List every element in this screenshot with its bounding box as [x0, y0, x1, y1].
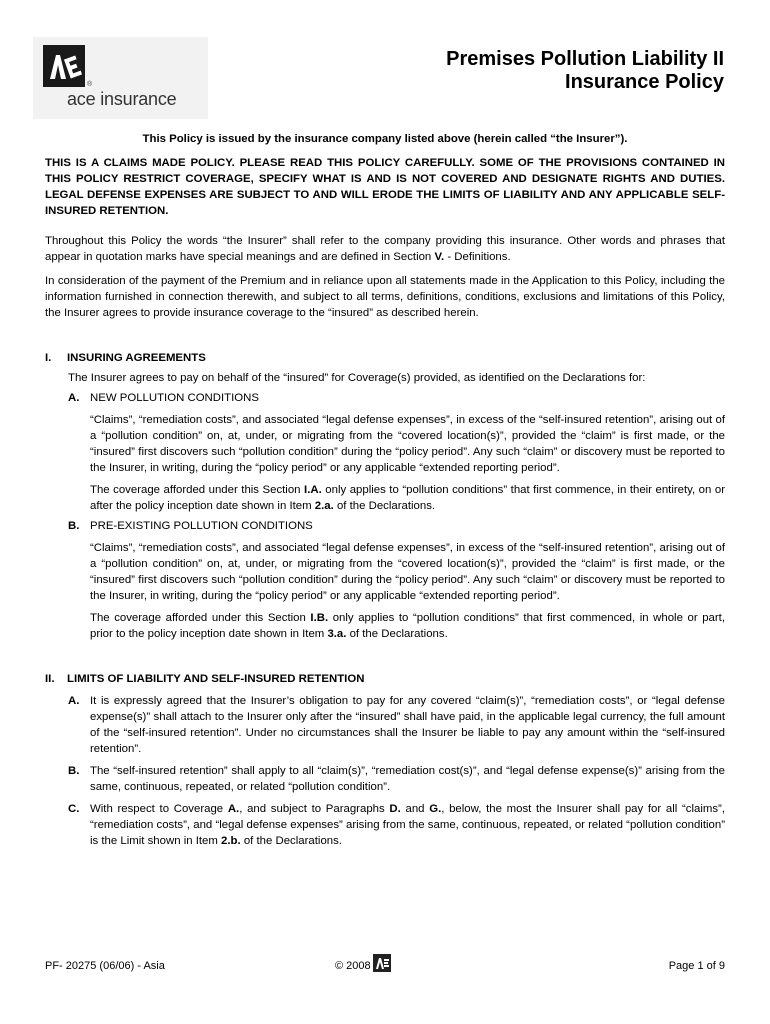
throughout-paragraph: Throughout this Policy the words “the Insurer” shall refer to the company providing this insurance. Other words and phrases that appear in quotation marks have special meanings and are defined in Section V. - Definitions. [45, 235, 725, 263]
form-number: PF- 20275 (06/06) - Asia [45, 960, 165, 972]
section-1a-paragraph-2: The coverage afforded under this Section I.A. only applies to “pollution conditions” that first commence, in their entirety, on or after the policy inception date shown in Item 2.a. of the Declarations. [90, 484, 725, 512]
section-1b-heading: B. PRE-EXISTING POLLUTION CONDITIONS [68, 520, 313, 532]
section-1b-paragraph-1: “Claims”, “remediation costs”, and associated “legal defense expenses”, in excess of the “self-insured retention”, arising out of a “pollution condition” on, at, under, or migrating from the “covered location(s)”, provided the “claim” is first made, or the “insured” first discovers such “pollution condition” during the “policy period”. Any such “claim” or discovery must be reported to the Insurer, in writing, during the “policy period” or any applicable “extended reporting period”. [90, 542, 725, 602]
registered-mark: ® [87, 81, 93, 88]
section-2b-item: B. The “self-insured retention” shall apply to all “claim(s)”, “remediation cost(s)”, and “legal defense expense(s)” arising from the same, continuous, repeated, or related “pollution condition”. [68, 765, 725, 793]
page-number: Page 1 of 9 [668, 960, 725, 972]
issued-statement: This Policy is issued by the insurance company listed above (herein called “the Insurer”). [142, 133, 628, 145]
ace-small-logo-icon [373, 954, 391, 972]
section-1a-paragraph-1: “Claims”, “remediation costs”, and associated “legal defense expenses”, in excess of the “self-insured retention”, arising out of a “pollution condition” on, at, under, or migrating from the “covered location(s)”, provided the “claim” is first made, or the “insured” first discovers such “pollution condition” during the “policy period”. Any such “claim” or discovery must be reported to the Insurer, in writing, during the “policy period” or any applicable “extended reporting period”. [90, 414, 725, 474]
section-1a-body [90, 412, 725, 514]
document-title [446, 48, 724, 94]
section-1-intro: The Insurer agrees to pay on behalf of the “insured” for Coverage(s) provided, as identified on the Declarations for: [68, 372, 646, 384]
title-line-2: Insurance Policy [565, 71, 724, 93]
section-1b-paragraph-2: The coverage afforded under this Section I.B. only applies to “pollution conditions” that first commenced, in whole or part, prior to the policy inception date shown in Item 3.a. of the Declarations. [90, 612, 725, 640]
section-2a-item: A. It is expressly agreed that the Insurer’s obligation to pay for any covered “claim(s)”, “remediation costs”, or “legal defense expense(s)” shall attach to the Insurer only after the “insured” shall have paid, in the applicable legal currency, the full amount of the “self-insured retention”. Under no circumstances shall the Insurer be liable to pay any amount within the “self-insured retention”. [68, 695, 725, 755]
section-2c-item: C. With respect to Coverage A., and subject to Paragraphs D. and G., below, the most the Insurer shall pay for all “claims”, “remediation costs”, and “legal defense expenses” arising from the same, continuous, repeated, or related “pollution condition” is the Limit shown in Item 2.b. of the Declarations. [68, 803, 725, 847]
logo-brand-text: ace insurance [67, 89, 177, 109]
claims-made-notice: THIS IS A CLAIMS MADE POLICY. PLEASE READ THIS POLICY CAREFULLY. SOME OF THE PROVISIONS CONTAINED IN THIS POLICY RESTRICT COVERAGE, SPECIFY WHAT IS AND IS NOT COVERED AND DESIGNATE RIGHTS AND DUTIES. LEGAL DEFENSE EXPENSES ARE SUBJECT TO AND WILL ERODE THE LIMITS OF LIABILITY AND ANY APPLICABLE SELF-INSURED RETENTION. [45, 157, 725, 217]
consideration-paragraph: In consideration of the payment of the Premium and in reliance upon all statements made in the Application to this Policy, including the information furnished in connection therewith, and subject to all terms, definitions, conditions, exclusions and limitations of this Policy, the Insurer agrees to provide insurance coverage to the “insured” as described herein. [45, 275, 725, 319]
section-2-heading: II. LIMITS OF LIABILITY AND SELF-INSURED RETENTION [45, 673, 365, 685]
section-1a-heading: A. NEW POLLUTION CONDITIONS [68, 392, 259, 404]
section-1-body [68, 370, 725, 642]
copyright: © 2008 [335, 960, 391, 972]
ace-logo-icon [43, 45, 85, 87]
section-1-heading: I. INSURING AGREEMENTS [45, 352, 206, 364]
section-2-body [68, 693, 725, 849]
policy-body [45, 131, 725, 849]
page-footer [45, 958, 725, 978]
section-1b-body [90, 540, 725, 642]
ace-logo [33, 37, 208, 119]
title-line-1: Premises Pollution Liability II [446, 48, 724, 70]
